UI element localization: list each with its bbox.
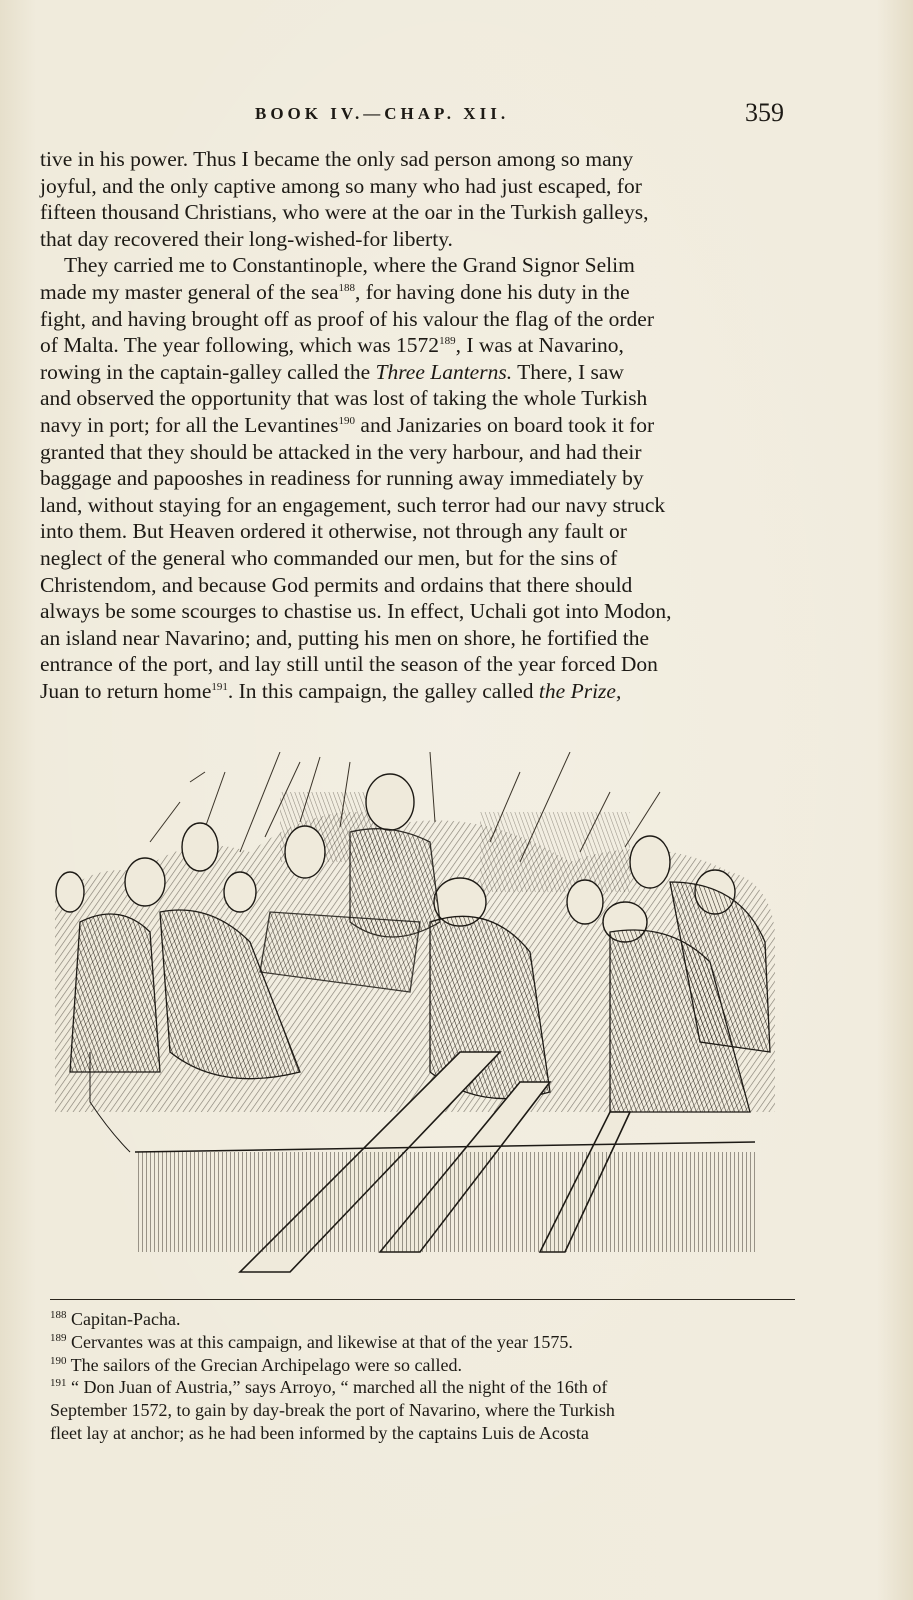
running-head: BOOK IV.—CHAP. XII. <box>255 104 510 123</box>
text-line: fifteen thousand Christians, who were at the oar in the Turkish galleys, <box>40 200 649 225</box>
text-line: neglect of the general who commanded our men, but for the sins of <box>40 545 618 570</box>
footnote-rule <box>50 1299 795 1300</box>
engraving-illustration <box>50 752 792 1297</box>
ship-name: Three Lanterns. <box>375 359 513 384</box>
ship-name: the Prize, <box>538 678 622 703</box>
footnote-190: $^{190}$ The sailors of the Grecian Archipelago were so called. <box>50 1354 463 1375</box>
text-line: They carried me to Constantinople, where the Grand Signor Selim <box>64 253 635 278</box>
footnote-ref[interactable]: 190 <box>338 414 356 427</box>
text-line: rowing in the captain-galley called the Three Lanterns. There, I saw <box>40 359 624 384</box>
text-line: Christendom, and because God permits and ordains that there should <box>40 572 633 597</box>
text-line: an island near Navarino; and, putting his men on shore, he fortified the <box>40 625 650 650</box>
page-number: 359 <box>745 98 784 127</box>
text-line: into them. But Heaven ordered it otherwise, not through any fault or <box>40 519 627 544</box>
text-line: and observed the opportunity that was lost of taking the whole Turkish <box>40 386 648 411</box>
engraving-drawing <box>50 752 792 1297</box>
footnote-191-continued: fleet lay at anchor; as he had been informed by the captains Luis de Acosta <box>50 1422 589 1443</box>
footnote-191-continued: September 1572, to gain by day-break the port of Navarino, where the Turkish <box>50 1400 615 1421</box>
footnote-189: $^{189}$ Cervantes was at this campaign, and likewise at that of the year 1575. <box>50 1331 573 1352</box>
text-line: granted that they should be attacked in the very harbour, and had their <box>40 439 642 464</box>
text-line: tive in his power. Thus I became the only sad person among so many <box>40 147 634 171</box>
text-line: Juan to return home$^{191}$. In this campaign, the galley called the Prize, <box>40 678 622 703</box>
text-line: fight, and having brought off as proof of his valour the flag of the order <box>40 306 654 331</box>
body-text <box>40 146 792 704</box>
text-line: made my master general of the sea$^{188}$, for having done his duty in the <box>40 279 630 304</box>
text-line: navy in port; for all the Levantines$^{190}$ and Janizaries on board took it for <box>40 412 655 437</box>
text-line: entrance of the port, and lay still until the season of the year forced Don <box>40 652 658 677</box>
text-line: of Malta. The year following, which was 1572$^{189}$, I was at Navarino, <box>40 333 624 358</box>
text-line: that day recovered their long-wished-for liberty. <box>40 226 453 251</box>
footnote-188: $^{188}$ Capitan-Pacha. <box>50 1309 181 1329</box>
text-line: land, without staying for an engagement, such terror had our navy struck <box>40 492 666 517</box>
footnote-ref[interactable]: 188 <box>338 281 355 294</box>
text-line: joyful, and the only captive among so many who had just escaped, for <box>40 173 642 198</box>
text-line: always be some scourges to chastise us. In effect, Uchali got into Modon, <box>40 599 672 624</box>
footnote-ref[interactable]: 191 <box>211 680 228 693</box>
text-line: baggage and papooshes in readiness for running away immediately by <box>40 466 644 491</box>
footnotes <box>50 1308 795 1445</box>
footnote-ref[interactable]: 189 <box>439 335 456 347</box>
footnote-191: $^{191}$ “ Don Juan of Austria,” says Arroyo, “ marched all the night of the 16th of <box>50 1377 608 1398</box>
